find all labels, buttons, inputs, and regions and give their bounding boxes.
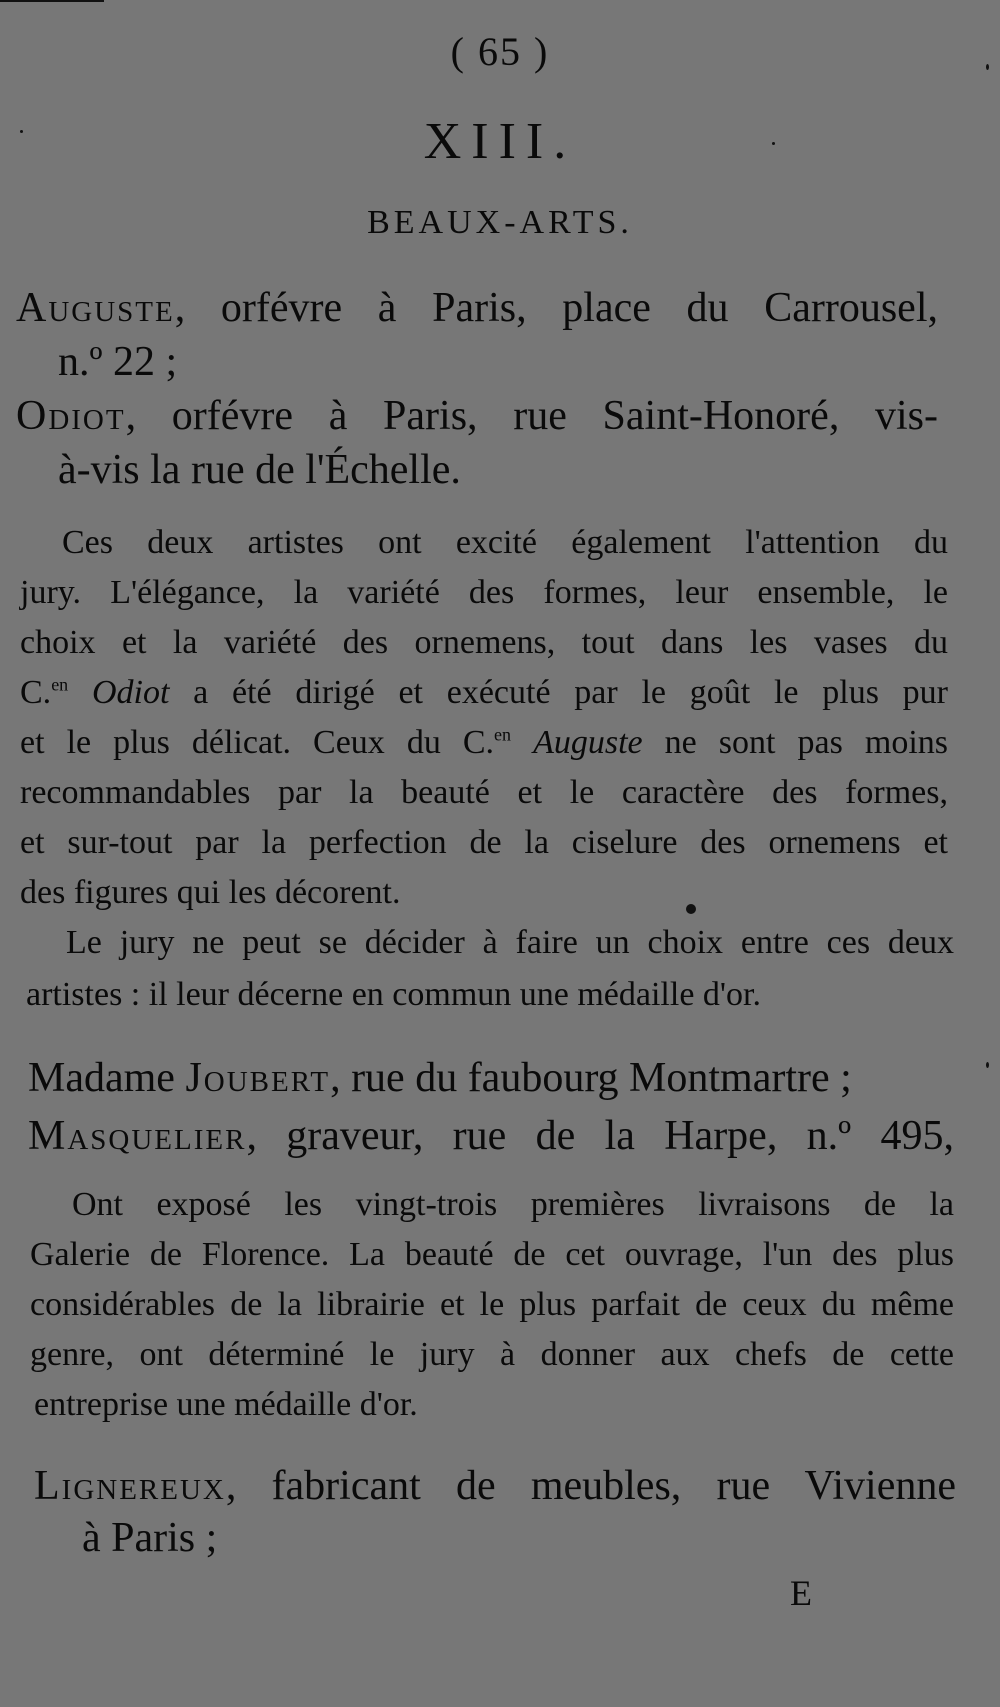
para1-line4-a: C. <box>20 674 52 711</box>
para1-line6: recommandables par la beauté et le caractère des formes, <box>20 774 948 811</box>
ink-speck <box>686 904 696 914</box>
entry-auguste-address: , orfévre à Paris, place du Carrousel, <box>174 285 938 331</box>
entry-auguste-name: Auguste <box>16 285 175 331</box>
entry-odiot-line2: à-vis la rue de l'Échelle. <box>58 447 461 493</box>
entry-auguste-line2: n.º 22 ; <box>58 339 178 385</box>
entry-joubert <box>28 1054 852 1102</box>
para1-line5-a: et le plus délicat. Ceux du C. <box>20 724 495 761</box>
entry-joubert-address: , rue du faubourg Montmartre ; <box>330 1055 852 1101</box>
signature-mark: E <box>790 1573 812 1613</box>
para1-name-auguste: Auguste <box>533 724 643 761</box>
para3-line2: Galerie de Florence. La beauté de cet ouvrage, l'un des plus <box>30 1236 954 1273</box>
para2-line1: Le jury ne peut se décider à faire un choix entre ces deux <box>66 924 954 961</box>
para1-line7: et sur-tout par la perfection de la ciselure des ornemens et <box>20 824 948 861</box>
entry-joubert-prefix: Madame <box>28 1055 186 1101</box>
entry-odiot-line1 <box>16 392 938 440</box>
para3-line5: entreprise une médaille d'or. <box>34 1386 418 1423</box>
para3-line4: genre, ont déterminé le jury à donner aux chefs de cette <box>30 1336 954 1373</box>
ink-speck <box>772 142 775 145</box>
ink-speck <box>20 130 23 133</box>
entry-joubert-name: Joubert <box>185 1055 331 1101</box>
page-number: ( 65 ) <box>450 29 550 74</box>
para1-name-odiot: Odiot <box>91 674 170 711</box>
para1-line4-sup: en <box>51 674 69 695</box>
entry-odiot-name: Odiot <box>16 393 126 439</box>
para1-line5 <box>20 724 948 762</box>
entry-masquelier <box>28 1112 954 1160</box>
para1-line5-sup: en <box>494 724 512 745</box>
section-number: XIII. <box>423 113 577 170</box>
entry-lignereux-address: , fabricant de meubles, rue Vivienne <box>225 1463 956 1509</box>
para1-line2: jury. L'élégance, la variété des formes, leur ensemble, le <box>20 574 948 611</box>
entry-auguste-line1 <box>16 284 938 332</box>
ink-speck <box>986 64 989 70</box>
para1-line3: choix et la variété des ornemens, tout dans les vases du <box>20 624 948 661</box>
section-title: BEAUX-ARTS. <box>367 204 633 241</box>
para3-line3: considérables de la librairie et le plus parfait de ceux du même <box>30 1286 954 1323</box>
para2-line2: artistes : il leur décerne en commun une médaille d'or. <box>26 976 761 1013</box>
entry-lignereux-name: Lignereux <box>34 1463 226 1509</box>
entry-masquelier-address: , graveur, rue de la Harpe, n.º 495, <box>246 1113 954 1159</box>
para1-line8: des figures qui les décorent. <box>20 874 401 911</box>
entry-lignereux-line1 <box>34 1462 956 1510</box>
entry-lignereux-line2: à Paris ; <box>82 1515 218 1561</box>
para3-line1: Ont exposé les vingt-trois premières livraisons de la <box>72 1186 954 1223</box>
para1-line1: Ces deux artistes ont excité également l'attention du <box>62 524 948 561</box>
entry-odiot-address: , orfévre à Paris, rue Saint-Honoré, vis- <box>125 393 938 439</box>
entry-masquelier-name: Masquelier <box>28 1113 247 1159</box>
ink-speck <box>986 1062 989 1068</box>
top-rule <box>0 0 104 2</box>
para1-line4-b: a été dirigé et exécuté par le goût le plus pur <box>169 674 949 711</box>
para1-line4 <box>20 674 948 712</box>
para1-line5-b: ne sont pas moins <box>642 724 949 761</box>
